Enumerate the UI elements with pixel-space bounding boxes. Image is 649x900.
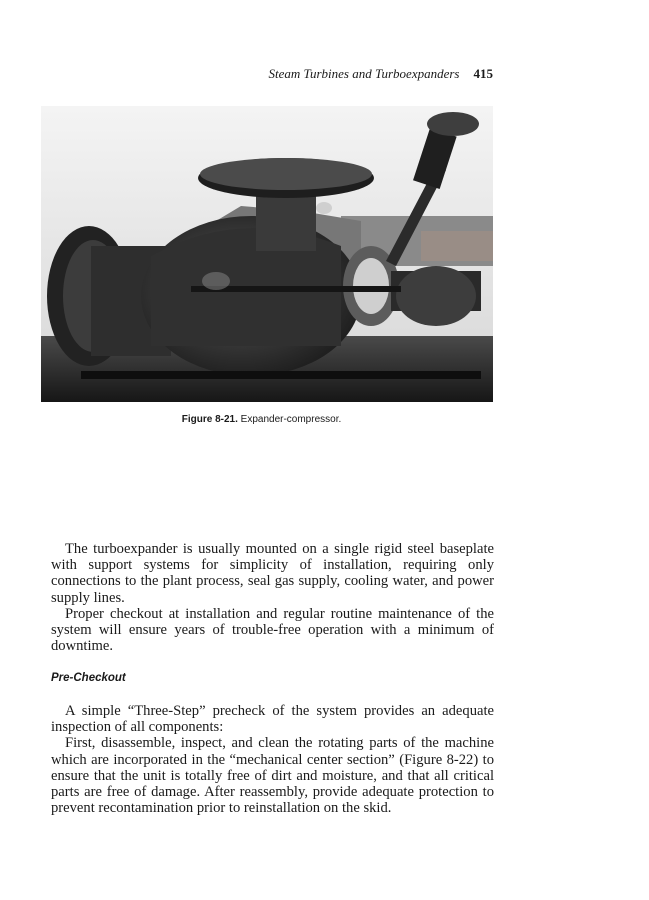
figure-caption [0,414,523,425]
running-header [0,66,493,82]
body-section-2 [51,703,494,816]
expander-compressor-photo [41,106,493,402]
paragraph-precheck: A simple “Three-Step” precheck of the system provides an adequate inspection of all components: [51,703,494,736]
figure-photo [41,106,493,402]
page-number: 415 [473,66,493,81]
figure-caption-text: Expander-compressor. [240,414,342,425]
paragraph-checkout: Proper checkout at installation and regular routine maintenance of the system will ensure years of trouble-free operation with a minimum of downtime. [51,605,494,655]
section-heading: Pre-Checkout [51,672,126,684]
running-title: Steam Turbines and Turboexpanders [268,66,460,81]
body-section-1 [51,541,494,654]
paragraph-first-step: First, disassemble, inspect, and clean the rotating parts of the machine which are incorporated in the “mechanical center section” (Figure 8-22) to ensure that the unit is totally free of dirt and moisture, and that all critical parts are free of damage. After reassembly, provide adequate protection to prevent recontamination prior to reinstallation on the skid. [51,735,494,817]
figure-label: Figure 8-21. [181,414,238,425]
paragraph-mounting: The turboexpander is usually mounted on a single rigid steel baseplate with support systems for simplicity of installation, requiring only connections to the plant process, seal gas supply, cooling water, and power supply lines. [51,541,494,606]
